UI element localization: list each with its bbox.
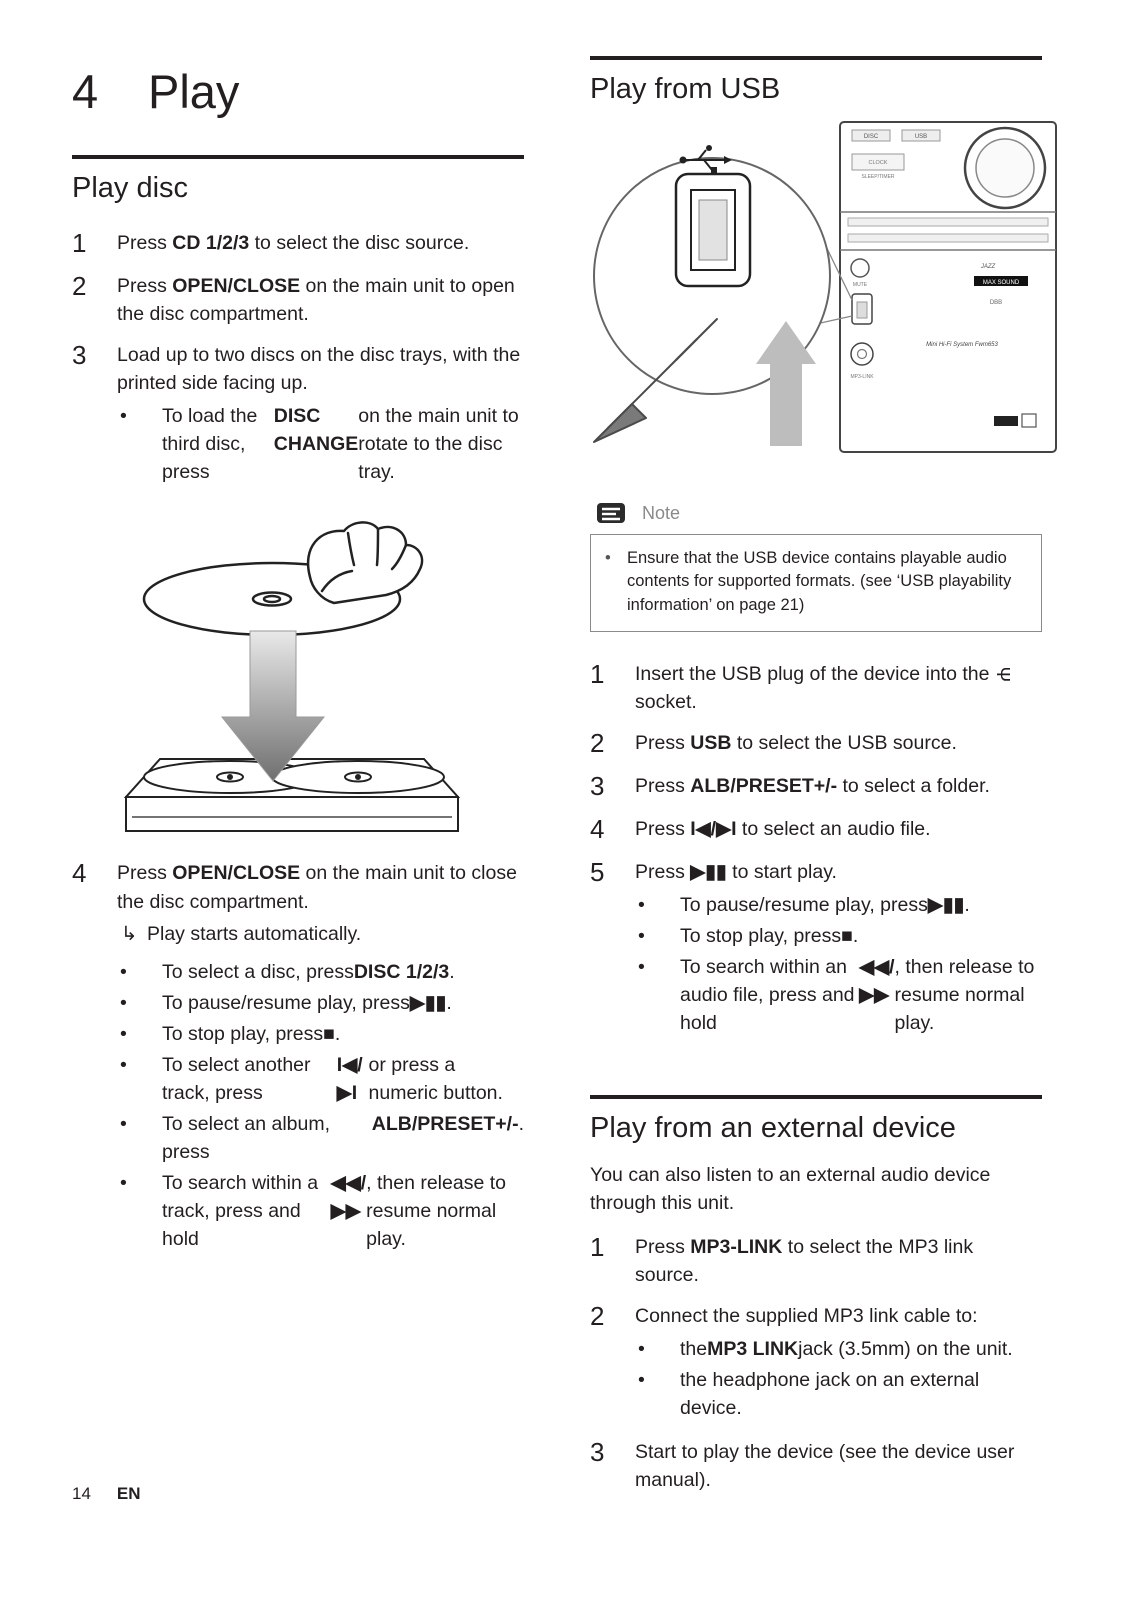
disc-tray-drawing [126,759,458,831]
note-label: Note [642,502,681,523]
section-external-device [590,1095,1042,1495]
bullet-item: • To pause/resume play, press ▶▮▮ . [635,891,1042,919]
usb-socket-icon: Ψ [992,666,1014,683]
section-play-disc [72,155,524,1256]
play-disc-step4 [72,859,524,1256]
svg-text:DBB: DBB [989,300,1003,306]
chapter-title: Play [148,65,240,118]
step-text: Press OPEN/CLOSE on the main unit to open the disc compartment. [117,274,515,325]
section-play-usb [590,56,1042,1041]
svg-text:USB: USB [914,134,928,140]
usb-port-drawing [676,174,750,286]
step-number: 3 [590,1437,605,1468]
step-text: Connect the supplied MP3 link cable to: [635,1304,978,1327]
external-steps [590,1233,1042,1495]
step-text: Press MP3-LINK to select the MP3 link source. [635,1235,974,1286]
note-body [590,534,1042,632]
step-number: 2 [590,728,605,759]
step [72,229,524,259]
step-text: Press ALB/PRESET+/- to select a folder. [635,775,990,798]
left-column [72,56,524,1507]
step [72,341,524,489]
sub-bullets [635,1335,1042,1422]
chapter-number: 4 [72,65,99,118]
step-number: 3 [72,340,87,371]
svg-text:MP3-LINK: MP3-LINK [850,374,874,380]
note-header [590,502,1042,524]
step-text: Press CD 1/2/3 to select the disc source. [117,232,470,254]
svg-text:JAZZ: JAZZ [980,264,996,270]
step-number: 4 [72,858,87,889]
step-number: 2 [590,1300,605,1331]
step [590,1438,1042,1494]
step-text: Start to play the device (see the device user manual). [635,1441,1015,1492]
bullet-item: • To stop play, press ■ . [635,922,1042,950]
bullet-item: • To select an album, press ALB/PRESET+/- . [117,1110,524,1166]
step [590,660,1042,716]
note-box [590,502,1042,632]
step-number: 2 [72,270,87,301]
step [590,815,1042,845]
svg-text:Mini Hi-Fi System Fwm653: Mini Hi-Fi System Fwm653 [926,342,998,348]
step-number: 1 [590,1231,605,1262]
step-text: Press USB to select the USB source. [635,732,957,755]
sub-bullets [117,958,524,1254]
step-text: Press I◀/▶I to select an audio file. [635,818,931,841]
hifi-panel-drawing [840,122,1056,452]
step-number: 3 [590,771,605,802]
page-number: 14 [72,1484,91,1503]
step-text: Insert the USB plug of the device into the Ψ socket. [635,663,1014,714]
page-footer [72,1484,141,1504]
bullet-item: • To select another track, press I◀/▶I or press a numeric button. [117,1051,524,1107]
bullet-item: • To pause/resume play, press ▶▮▮ . [117,989,524,1017]
step [590,729,1042,759]
hand-icon [308,523,422,604]
step-number: 5 [590,857,605,888]
svg-text:CLOCK: CLOCK [868,160,888,166]
step-number: 1 [72,228,87,258]
result-text: Play starts automatically. [147,922,362,945]
chapter-heading [72,64,524,119]
svg-text:MAX SOUND: MAX SOUND [982,280,1020,286]
step-text: Load up to two discs on the disc trays, with the printed side facing up. [117,344,521,395]
step-text: Press ▶▮▮ to start play. [635,861,837,884]
bullet-item: • To load the third disc, press DISC CHANGE on the main unit to rotate to the disc tray. [117,402,524,486]
step [590,772,1042,802]
step [590,858,1042,1040]
sub-bullets [635,891,1042,1037]
bullet-item: • To search within an audio file, press and hold ◀◀/▶▶ , then release to resume normal play. [635,953,1042,1037]
external-intro: You can also listen to an external audio device through this unit. [590,1163,991,1214]
right-column [590,56,1042,1507]
step [72,272,524,328]
section-title-play-disc: Play disc [72,155,524,205]
step-number: 1 [590,659,605,690]
svg-text:DISC: DISC [863,134,879,140]
bullet-item: • the headphone jack on an external device. [635,1366,1042,1422]
section-title-play-usb: Play from USB [590,56,1042,106]
bullet-item: • the MP3 LINK jack (3.5mm) on the unit. [635,1335,1042,1363]
result-arrow-icon: ↳ [121,922,138,945]
svg-text:SLEEP/TIMER: SLEEP/TIMER [861,174,895,180]
bullet-item: • To stop play, press ■ . [117,1020,524,1048]
step-number: 4 [590,814,605,845]
play-usb-steps [590,660,1042,1040]
page-language: EN [116,1484,141,1503]
section-title-external: Play from an external device [590,1095,1042,1145]
step [590,1233,1042,1289]
svg-text:MUTE: MUTE [852,282,868,288]
bullet-item: • To select a disc, press DISC 1/2/3 . [117,958,524,986]
play-disc-steps [72,229,524,489]
step [590,1302,1042,1425]
step-result [117,920,524,948]
step [72,859,524,1256]
note-icon [596,502,626,524]
disc-loading-drawing [72,513,512,843]
usb-drawing [590,116,1060,486]
usb-illustration [590,116,1042,486]
disc-loading-illustration [72,513,524,843]
sub-bullets [117,402,524,486]
bullet-item: • To search within a track, press and hold ◀◀/▶▶ , then release to resume normal play. [117,1169,524,1253]
note-bullet: • Ensure that the USB device contains playable audio contents for supported formats. (see ‘USB playability information’ on page 21) [601,547,1027,617]
step-text: Press OPEN/CLOSE on the main unit to close the disc compartment. [117,862,517,913]
